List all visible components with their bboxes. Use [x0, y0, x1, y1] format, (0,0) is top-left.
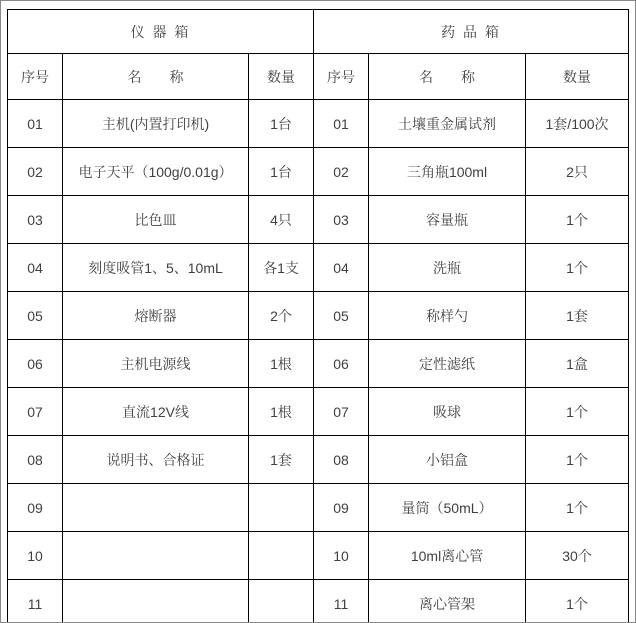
qty-cell: 1台	[249, 100, 314, 148]
qty-cell: 4只	[249, 196, 314, 244]
table-row	[8, 100, 629, 148]
table-row	[8, 244, 629, 292]
qty-cell: 2个	[249, 292, 314, 340]
name-cell: 小铝盒	[369, 436, 526, 484]
header-qty-medicine: 数量	[526, 54, 629, 100]
serial-cell: 04	[314, 244, 369, 292]
serial-cell: 02	[314, 148, 369, 196]
serial-cell: 06	[8, 340, 63, 388]
name-cell: 比色皿	[63, 196, 249, 244]
qty-cell	[249, 532, 314, 580]
table-row	[8, 148, 629, 196]
table-row	[8, 580, 629, 623]
header-qty-instrument: 数量	[249, 54, 314, 100]
header-name-instrument: 名 称	[63, 54, 249, 100]
qty-cell: 各1支	[249, 244, 314, 292]
qty-cell: 1个	[526, 580, 629, 623]
serial-cell: 11	[314, 580, 369, 623]
name-cell: 主机电源线	[63, 340, 249, 388]
header-serial-medicine: 序号	[314, 54, 369, 100]
name-cell: 电子天平（100g/0.01g）	[63, 148, 249, 196]
serial-cell: 05	[8, 292, 63, 340]
table-row	[8, 436, 629, 484]
name-cell: 说明书、合格证	[63, 436, 249, 484]
qty-cell: 1套	[526, 292, 629, 340]
qty-cell: 1根	[249, 340, 314, 388]
table-row	[8, 484, 629, 532]
name-cell: 土壤重金属试剂	[369, 100, 526, 148]
serial-cell: 02	[8, 148, 63, 196]
table-body	[8, 100, 629, 623]
qty-cell: 1个	[526, 196, 629, 244]
name-cell: 定性滤纸	[369, 340, 526, 388]
serial-cell: 11	[8, 580, 63, 623]
name-cell: 三角瓶100ml	[369, 148, 526, 196]
qty-cell: 1个	[526, 436, 629, 484]
serial-cell: 09	[8, 484, 63, 532]
name-cell: 离心管架	[369, 580, 526, 623]
section-title-row	[8, 10, 629, 54]
serial-cell: 03	[314, 196, 369, 244]
section-title-instrument-box: 仪 器 箱	[8, 10, 314, 54]
serial-cell: 01	[314, 100, 369, 148]
qty-cell: 30个	[526, 532, 629, 580]
serial-cell: 10	[8, 532, 63, 580]
qty-cell: 1个	[526, 484, 629, 532]
name-cell: 主机(内置打印机)	[63, 100, 249, 148]
serial-cell: 04	[8, 244, 63, 292]
name-cell: 10ml离心管	[369, 532, 526, 580]
serial-cell: 06	[314, 340, 369, 388]
serial-cell: 07	[314, 388, 369, 436]
serial-cell: 09	[314, 484, 369, 532]
qty-cell: 1根	[249, 388, 314, 436]
name-cell	[63, 580, 249, 623]
qty-cell: 1套	[249, 436, 314, 484]
serial-cell: 01	[8, 100, 63, 148]
qty-cell: 1台	[249, 148, 314, 196]
qty-cell: 2只	[526, 148, 629, 196]
name-cell: 刻度吸管1、5、10mL	[63, 244, 249, 292]
name-cell	[63, 532, 249, 580]
serial-cell: 08	[314, 436, 369, 484]
name-cell: 熔断器	[63, 292, 249, 340]
header-serial-instrument: 序号	[8, 54, 63, 100]
name-cell: 洗瓶	[369, 244, 526, 292]
table-row	[8, 532, 629, 580]
column-header-row	[8, 54, 629, 100]
qty-cell: 1个	[526, 388, 629, 436]
packing-list-table	[7, 9, 629, 623]
name-cell: 称样勺	[369, 292, 526, 340]
qty-cell: 1套/100次	[526, 100, 629, 148]
table-row	[8, 340, 629, 388]
section-title-medicine-box: 药 品 箱	[314, 10, 629, 54]
qty-cell: 1盒	[526, 340, 629, 388]
serial-cell: 10	[314, 532, 369, 580]
table-row	[8, 196, 629, 244]
table-row	[8, 292, 629, 340]
serial-cell: 07	[8, 388, 63, 436]
qty-cell: 1个	[526, 244, 629, 292]
name-cell: 量筒（50mL）	[369, 484, 526, 532]
name-cell	[63, 484, 249, 532]
qty-cell	[249, 580, 314, 623]
serial-cell: 03	[8, 196, 63, 244]
table-row	[8, 388, 629, 436]
name-cell: 吸球	[369, 388, 526, 436]
serial-cell: 08	[8, 436, 63, 484]
name-cell: 直流12V线	[63, 388, 249, 436]
serial-cell: 05	[314, 292, 369, 340]
header-name-medicine: 名 称	[369, 54, 526, 100]
name-cell: 容量瓶	[369, 196, 526, 244]
qty-cell	[249, 484, 314, 532]
